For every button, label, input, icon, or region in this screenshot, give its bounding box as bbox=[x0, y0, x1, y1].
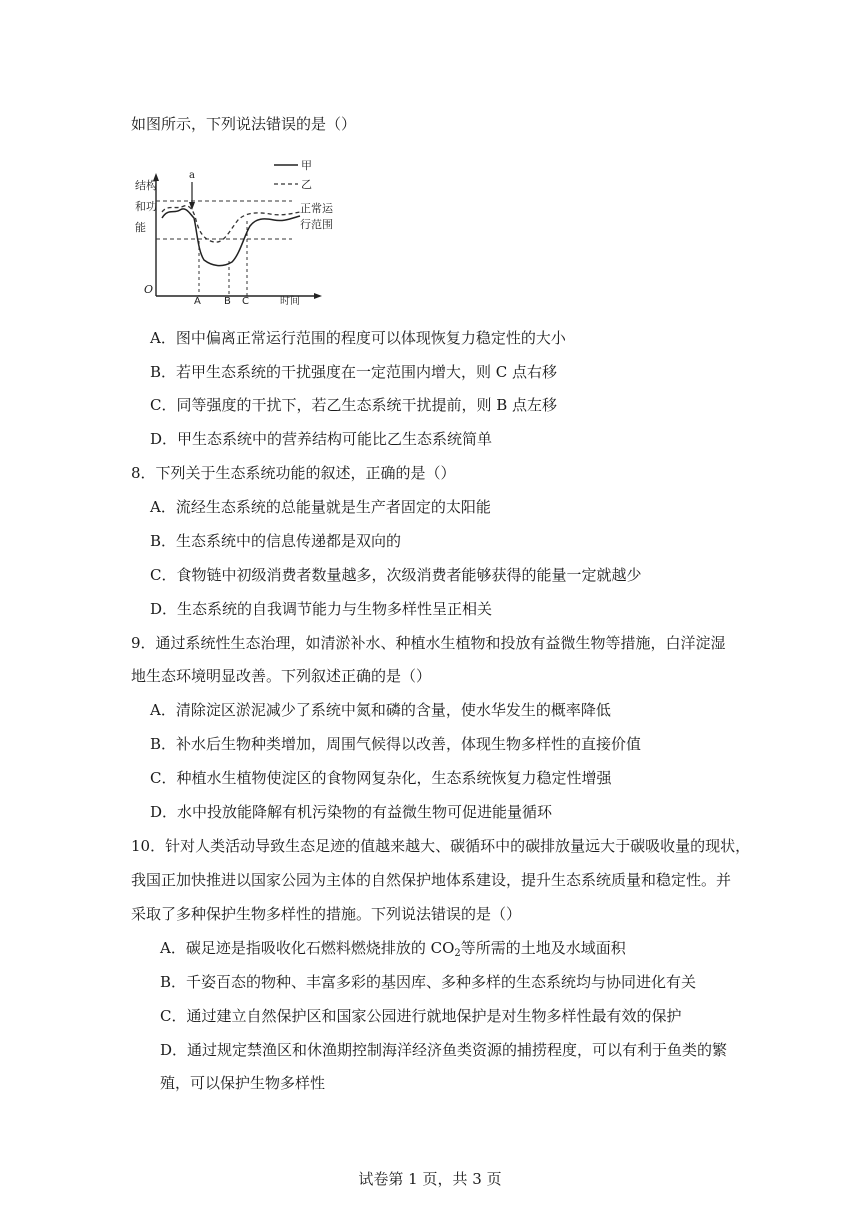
tick-label-b: B bbox=[224, 296, 231, 306]
ylabel-line1: 结构 bbox=[135, 179, 157, 192]
q9-option-a: A．清除淀区淤泥减少了系统中氮和磷的含量，使水华发生的概率降低 bbox=[150, 701, 611, 719]
legend-solid-label: 甲 bbox=[301, 159, 312, 172]
tick-label-c: C bbox=[242, 296, 249, 306]
q9-option-b: B．补水后生物种类增加，周围气候得以改善，体现生物多样性的直接价值 bbox=[150, 735, 642, 753]
disturbance-arrowhead bbox=[189, 202, 195, 210]
question-9-stem-line1: 9．通过系统性生态治理，如清淤补水、种植水生植物和投放有益微生物等措施，白洋淀湿 bbox=[131, 634, 726, 652]
q10-option-a bbox=[160, 938, 626, 964]
curve-jia bbox=[162, 209, 300, 266]
q7-option-a: A．图中偏离正常运行范围的程度可以体现恢复力稳定性的大小 bbox=[150, 329, 566, 347]
q10-option-a-text: A．碳足迹是指吸收化石燃料燃烧排放的 CO bbox=[160, 939, 455, 957]
q8-option-d: D．生态系统的自我调节能力与生物多样性呈正相关 bbox=[150, 600, 493, 618]
q8-option-b: B．生态系统中的信息传递都是双向的 bbox=[150, 532, 402, 550]
x-axis-arrow bbox=[314, 293, 322, 299]
q10-option-a-text-end: 等所需的土地及水域面积 bbox=[460, 939, 626, 957]
legend-dashed-label: 乙 bbox=[301, 178, 312, 191]
q10-option-c: C．通过建立自然保护区和国家公园进行就地保护是对生物多样性最有效的保护 bbox=[160, 1007, 682, 1025]
stability-graph bbox=[134, 156, 350, 306]
q10-option-d-line2: 殖，可以保护生物多样性 bbox=[160, 1074, 326, 1092]
question-10-stem-line1: 10．针对人类活动导致生态足迹的值越来越大、碳循环中的碳排放量远大于碳吸收量的现状， bbox=[131, 837, 751, 855]
page-footer: 试卷第 1 页，共 3 页 bbox=[358, 1170, 502, 1188]
q10-option-b: B．千姿百态的物种、丰富多彩的基因库、多种多样的生态系统均与协同进化有关 bbox=[160, 973, 697, 991]
curve-yi bbox=[162, 206, 300, 243]
q9-option-d: D．水中投放能降解有机污染物的有益微生物可促进能量循环 bbox=[150, 803, 553, 821]
q7-option-b: B．若甲生态系统的干扰强度在一定范围内增大，则 C 点右移 bbox=[150, 363, 558, 381]
q10-option-a-subscript: 2 bbox=[454, 948, 461, 959]
q8-option-c: C．食物链中初级消费者数量越多，次级消费者能够获得的能量一定就越少 bbox=[150, 566, 642, 584]
q10-option-d-line1: D．通过规定禁渔区和休渔期控制海洋经济鱼类资源的捕捞程度，可以有利于鱼类的繁 bbox=[160, 1041, 728, 1059]
q7-option-d: D．甲生态系统中的营养结构可能比乙生态系统简单 bbox=[150, 430, 493, 448]
ylabel-line2: 和功 bbox=[135, 200, 157, 213]
question-10-stem-line2: 我国正加快推进以国家公园为主体的自然保护地体系建设，提升生态系统质量和稳定性。并 bbox=[131, 871, 732, 889]
range-label-line2: 行范围 bbox=[300, 218, 333, 231]
arrow-label: a bbox=[189, 170, 195, 181]
q8-option-a: A．流经生态系统的总能量就是生产者固定的太阳能 bbox=[150, 498, 491, 516]
question-9-stem-line2: 地生态环境明显改善。下列叙述正确的是（） bbox=[131, 667, 432, 685]
stability-graph-svg bbox=[134, 156, 350, 306]
xlabel: 时间 bbox=[280, 296, 300, 306]
question-10-stem-line3: 采取了多种保护生物多样性的措施。下列说法错误的是（） bbox=[131, 905, 522, 923]
q9-option-c: C．种植水生植物使淀区的食物网复杂化，生态系统恢复力稳定性增强 bbox=[150, 769, 612, 787]
q7-option-c: C．同等强度的干扰下，若乙生态系统干扰提前，则 B 点左移 bbox=[150, 396, 558, 414]
range-label-line1: 正常运 bbox=[300, 202, 333, 215]
origin-label: O bbox=[144, 283, 154, 296]
tick-label-a: A bbox=[194, 296, 201, 306]
question-7-stem: 如图所示，下列说法错误的是（） bbox=[131, 115, 357, 133]
ylabel-line3: 能 bbox=[135, 221, 146, 234]
question-8-stem: 8．下列关于生态系统功能的叙述，正确的是（） bbox=[131, 464, 456, 482]
